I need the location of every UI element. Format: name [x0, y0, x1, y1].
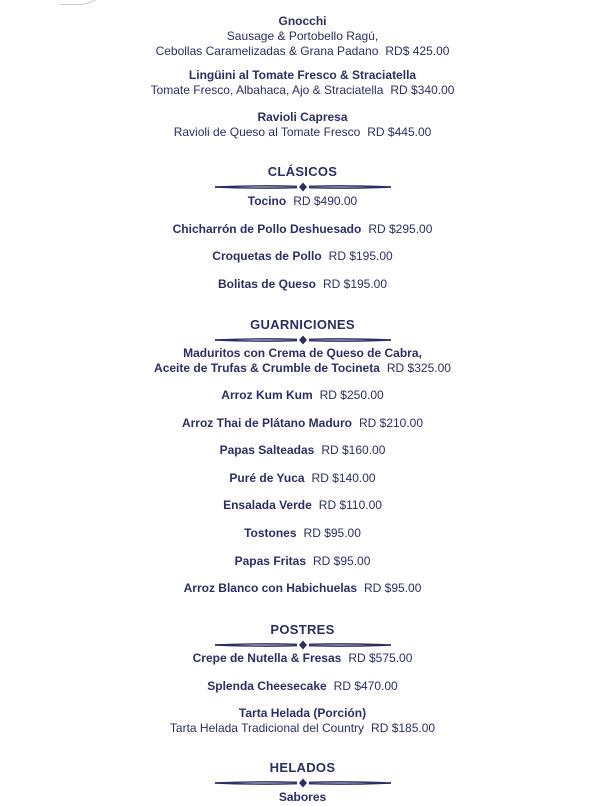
- menu-item-linguini: [0, 68, 605, 98]
- menu-item: [0, 249, 605, 264]
- item-name: Papas Salteadas: [219, 443, 315, 457]
- item-name: Bolitas de Queso: [217, 277, 316, 291]
- item-name: Sabores: [278, 790, 327, 804]
- item-description-line: [0, 721, 605, 736]
- item-price: RD $470.00: [333, 679, 398, 693]
- item-price: RD $250.00: [319, 388, 384, 402]
- item-description-line: [0, 44, 605, 59]
- item-description: Sausage & Portobello Ragú,: [226, 29, 379, 43]
- item-price: RD $325.00: [386, 361, 451, 375]
- section-heading-helados: [0, 760, 605, 788]
- decorative-corner-arc: [60, 0, 117, 5]
- section-title: CLÁSICOS: [267, 164, 338, 179]
- item-price: RD $210.00: [358, 416, 424, 430]
- menu-item: [0, 471, 605, 486]
- item-name: Arroz Thai de Plátano Maduro: [181, 416, 352, 430]
- menu-item-gnocchi: [0, 14, 605, 59]
- item-name: Arroz Blanco con Habichuelas: [183, 581, 357, 595]
- item-name: Ravioli Capresa: [257, 110, 348, 124]
- section-title: POSTRES: [270, 622, 335, 637]
- item-description-line: [0, 83, 605, 98]
- menu-item-maduritos: [0, 346, 605, 376]
- item-description-line: [0, 125, 605, 140]
- item-name-line: [0, 361, 605, 376]
- item-price: RD $160.00: [321, 443, 386, 457]
- ornament-divider-icon: [215, 335, 391, 345]
- item-name: Puré de Yuca: [229, 471, 305, 485]
- menu-item: [0, 443, 605, 458]
- item-name: Chicharrón de Pollo Deshuesado: [172, 222, 362, 236]
- menu-item: [0, 526, 605, 541]
- menu-item: [0, 498, 605, 513]
- item-name: Papas Fritas: [234, 554, 306, 568]
- item-price: RD $95.00: [364, 581, 422, 595]
- ornament-divider-icon: [215, 640, 391, 650]
- item-name: Gnocchi: [278, 14, 327, 28]
- item-price: RD $340.00: [390, 83, 455, 97]
- item-price: RD $95.00: [313, 554, 371, 568]
- item-price: RD $95.00: [303, 526, 361, 540]
- item-description: Tomate Fresco, Albahaca, Ajo & Straciatella: [150, 83, 384, 97]
- item-description: Cebollas Caramelizadas & Grana Padano: [155, 44, 379, 58]
- item-name: Aceite de Trufas & Crumble de Tocineta: [154, 361, 380, 375]
- item-price: RD $575.00: [348, 651, 413, 665]
- item-price: RD $110.00: [318, 498, 382, 512]
- section-title: HELADOS: [269, 760, 336, 775]
- menu-item: [0, 651, 605, 666]
- item-price: RD $195.00: [322, 277, 388, 291]
- item-name: Splenda Cheesecake: [207, 679, 327, 693]
- menu-item: [0, 222, 605, 237]
- menu-item: [0, 679, 605, 694]
- menu-item: [0, 554, 605, 569]
- item-price: RD $140.00: [311, 471, 376, 485]
- menu-item: [0, 416, 605, 431]
- menu-item: [0, 581, 605, 596]
- item-name: Croquetas de Pollo: [212, 249, 322, 263]
- item-name: Maduritos con Crema de Queso de Cabra,: [183, 346, 422, 360]
- item-price: RD$ 425.00: [385, 44, 450, 58]
- menu-item: [0, 277, 605, 292]
- item-price: RD $295.00: [368, 222, 433, 236]
- item-name: Tocino: [247, 194, 287, 208]
- item-description: Tarta Helada Tradicional del Country: [169, 721, 365, 735]
- ornament-divider-icon: [215, 778, 391, 788]
- item-name: Crepe de Nutella & Fresas: [192, 651, 342, 665]
- ornament-divider-icon: [215, 182, 391, 192]
- menu-item-tarta-helada: [0, 706, 605, 736]
- section-title: GUARNICIONES: [250, 317, 355, 332]
- item-description: Ravioli de Queso al Tomate Fresco: [173, 125, 361, 139]
- item-name: Arroz Kum Kum: [221, 388, 313, 402]
- menu-item: [0, 790, 605, 805]
- item-price: RD $195.00: [328, 249, 393, 263]
- item-name: Lingüini al Tomate Fresco & Straciatella: [188, 68, 417, 82]
- section-heading-clasicos: [0, 164, 605, 192]
- item-price: RD $490.00: [293, 194, 358, 208]
- section-heading-guarniciones: [0, 317, 605, 345]
- item-price: RD $445.00: [367, 125, 432, 139]
- menu-item: [0, 388, 605, 403]
- item-name: Tarta Helada (Porción): [238, 706, 367, 720]
- item-name: Tostones: [244, 526, 297, 540]
- item-price: RD $185.00: [371, 721, 436, 735]
- menu-item-ravioli: [0, 110, 605, 140]
- menu-item: [0, 194, 605, 209]
- item-name: Ensalada Verde: [223, 498, 312, 512]
- section-heading-postres: [0, 622, 605, 650]
